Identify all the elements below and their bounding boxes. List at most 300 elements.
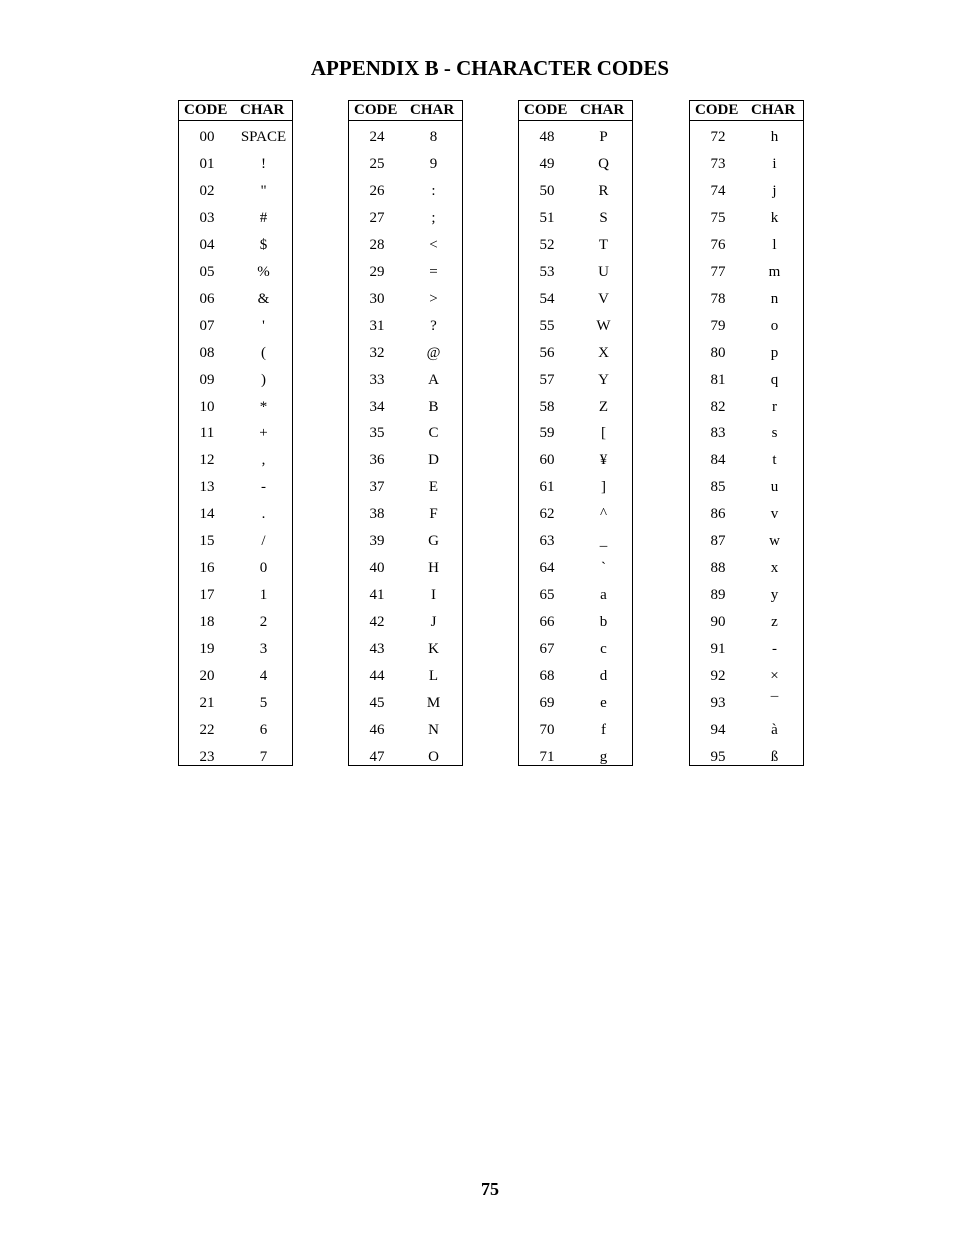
- code-cell: 07: [199, 317, 215, 334]
- table-row: [519, 340, 632, 367]
- char-cell: ": [260, 182, 267, 199]
- char-cell: e: [600, 694, 607, 711]
- table-row: [690, 286, 803, 313]
- code-cell: 71: [539, 748, 555, 765]
- table-row: [349, 528, 462, 555]
- code-cell: 91: [710, 641, 726, 658]
- char-cell: a: [600, 587, 607, 604]
- table-row: [519, 744, 632, 771]
- code-cell: 36: [369, 452, 385, 469]
- table-row: [179, 447, 292, 474]
- code-cell: 65: [539, 587, 555, 604]
- char-cell: 7: [259, 748, 268, 765]
- char-cell: G: [428, 533, 439, 550]
- char-cell: $: [259, 236, 268, 253]
- char-column-header: CHAR: [580, 102, 625, 118]
- table-row: [519, 205, 632, 232]
- code-cell: 79: [710, 317, 726, 334]
- code-cell: 62: [539, 506, 555, 523]
- table-row: [349, 609, 462, 636]
- char-cell: t: [772, 452, 777, 469]
- table-row: [690, 744, 803, 771]
- table-header: [519, 101, 632, 121]
- char-cell: 9: [429, 155, 438, 172]
- code-table-2: [348, 100, 463, 766]
- code-cell: 87: [710, 533, 726, 550]
- char-cell: ,: [261, 452, 266, 469]
- table-header: [690, 101, 803, 121]
- char-cell: v: [770, 506, 779, 523]
- code-cell: 08: [199, 344, 215, 361]
- table-row: [349, 124, 462, 151]
- code-cell: 45: [369, 694, 385, 711]
- code-cell: 64: [539, 560, 555, 577]
- char-cell: 1: [259, 587, 268, 604]
- char-cell: E: [428, 479, 439, 496]
- table-row: [179, 690, 292, 717]
- table-row: [179, 259, 292, 286]
- table-row: [179, 340, 292, 367]
- table-row: [690, 124, 803, 151]
- char-cell: k: [770, 209, 779, 226]
- code-cell: 63: [539, 533, 555, 550]
- code-cell: 02: [199, 182, 215, 199]
- table-row: [179, 609, 292, 636]
- char-cell: h: [770, 129, 779, 145]
- table-row: [349, 151, 462, 178]
- char-column-header: CHAR: [751, 102, 796, 118]
- char-cell: 5: [259, 694, 268, 711]
- table-row: [349, 286, 462, 313]
- table-row: [179, 151, 292, 178]
- char-cell: 2: [259, 614, 268, 631]
- table-header: [179, 101, 292, 121]
- table-row: [519, 663, 632, 690]
- table-row: [349, 555, 462, 582]
- table-row: [179, 367, 292, 394]
- char-cell: T: [598, 236, 609, 253]
- code-column-header: CODE: [524, 102, 568, 118]
- char-cell: V: [598, 290, 609, 307]
- code-cell: 54: [539, 290, 555, 307]
- table-row: [349, 259, 462, 286]
- table-row: [519, 259, 632, 286]
- char-cell: -: [772, 641, 777, 658]
- code-cell: 10: [199, 398, 215, 415]
- table-row: [519, 447, 632, 474]
- table-row: [179, 501, 292, 528]
- table-row: [349, 663, 462, 690]
- code-table-3: [518, 100, 633, 766]
- table-row: [179, 420, 292, 447]
- char-cell: i: [772, 155, 777, 172]
- table-row: [690, 340, 803, 367]
- char-cell: M: [426, 694, 441, 711]
- char-cell: l: [772, 236, 777, 253]
- code-cell: 49: [539, 155, 555, 172]
- table-row: [179, 232, 292, 259]
- char-cell: r: [772, 398, 777, 415]
- char-cell: d: [599, 668, 608, 684]
- table-row: [349, 717, 462, 744]
- table-row: [519, 528, 632, 555]
- code-column-header: CODE: [354, 102, 398, 118]
- code-cell: 43: [369, 641, 385, 658]
- code-cell: 47: [369, 748, 385, 765]
- char-cell: 8: [429, 129, 438, 145]
- code-cell: 11: [199, 425, 215, 442]
- char-cell: F: [429, 506, 438, 523]
- table-row: [519, 394, 632, 421]
- char-cell: p: [770, 344, 779, 361]
- code-cell: 74: [710, 182, 726, 199]
- code-cell: 56: [539, 344, 555, 361]
- table-row: [349, 340, 462, 367]
- code-cell: 80: [710, 344, 726, 361]
- char-cell: C: [428, 425, 439, 442]
- code-cell: 94: [710, 721, 726, 738]
- code-cell: 20: [199, 668, 215, 684]
- table-row: [690, 420, 803, 447]
- char-cell: ;: [431, 209, 436, 226]
- table-row: [349, 744, 462, 771]
- table-row: [690, 609, 803, 636]
- char-cell: Z: [598, 398, 609, 415]
- table-row: [179, 555, 292, 582]
- table-row: [690, 528, 803, 555]
- char-cell: @: [426, 344, 441, 361]
- char-cell: u: [770, 479, 779, 496]
- code-cell: 77: [710, 263, 726, 280]
- char-cell: (: [261, 344, 266, 361]
- code-cell: 22: [199, 721, 215, 738]
- table-row: [349, 582, 462, 609]
- char-cell: SPACE: [240, 129, 287, 145]
- code-cell: 37: [369, 479, 385, 496]
- char-cell: -: [261, 479, 266, 496]
- table-row: [690, 394, 803, 421]
- code-cell: 40: [369, 560, 385, 577]
- code-cell: 14: [199, 506, 215, 523]
- table-row: [179, 313, 292, 340]
- char-cell: ]: [601, 479, 606, 496]
- table-row: [349, 690, 462, 717]
- char-cell: n: [770, 290, 779, 307]
- table-row: [349, 367, 462, 394]
- char-cell: U: [598, 263, 609, 280]
- code-column-header: CODE: [695, 102, 739, 118]
- table-row: [690, 259, 803, 286]
- table-row: [519, 690, 632, 717]
- table-row: [179, 744, 292, 771]
- table-row: [690, 232, 803, 259]
- code-cell: 23: [199, 748, 215, 765]
- char-cell: N: [428, 721, 439, 738]
- code-cell: 57: [539, 371, 555, 388]
- char-cell: !: [261, 155, 266, 172]
- table-row: [519, 313, 632, 340]
- char-cell: ¯: [770, 694, 779, 711]
- char-cell: B: [428, 398, 439, 415]
- table-row: [519, 555, 632, 582]
- table-header: [349, 101, 462, 121]
- code-cell: 88: [710, 560, 726, 577]
- char-cell: ^: [599, 506, 608, 523]
- table-row: [349, 205, 462, 232]
- table-row: [349, 474, 462, 501]
- char-cell: J: [430, 614, 437, 631]
- code-cell: 32: [369, 344, 385, 361]
- code-table-1: [178, 100, 293, 766]
- char-cell: `: [601, 560, 606, 577]
- code-cell: 38: [369, 506, 385, 523]
- table-row: [519, 636, 632, 663]
- code-cell: 81: [710, 371, 726, 388]
- table-row: [519, 178, 632, 205]
- table-row: [519, 232, 632, 259]
- code-cell: 27: [369, 209, 385, 226]
- char-cell: g: [599, 748, 608, 765]
- code-cell: 16: [199, 560, 215, 577]
- code-cell: 82: [710, 398, 726, 415]
- char-cell: K: [428, 641, 439, 658]
- code-cell: 03: [199, 209, 215, 226]
- char-cell: o: [770, 317, 779, 334]
- code-cell: 30: [369, 290, 385, 307]
- char-cell: H: [428, 560, 439, 577]
- table-row: [690, 663, 803, 690]
- table-row: [519, 124, 632, 151]
- code-cell: 67: [539, 641, 555, 658]
- table-row: [690, 690, 803, 717]
- char-cell: z: [771, 614, 778, 631]
- char-cell: %: [257, 263, 270, 280]
- char-cell: 3: [259, 641, 268, 658]
- char-cell: à: [771, 721, 778, 738]
- code-cell: 04: [199, 236, 215, 253]
- table-row: [179, 528, 292, 555]
- char-cell: y: [770, 587, 779, 604]
- code-cell: 50: [539, 182, 555, 199]
- table-row: [179, 717, 292, 744]
- code-cell: 52: [539, 236, 555, 253]
- char-cell: ß: [770, 748, 779, 765]
- table-row: [519, 501, 632, 528]
- code-cell: 83: [710, 425, 726, 442]
- char-cell: 0: [259, 560, 268, 577]
- code-cell: 69: [539, 694, 555, 711]
- char-cell: c: [600, 641, 607, 658]
- table-row: [519, 717, 632, 744]
- char-cell: &: [257, 290, 270, 307]
- char-column-header: CHAR: [240, 102, 285, 118]
- code-cell: 44: [369, 668, 385, 684]
- code-cell: 12: [199, 452, 215, 469]
- char-cell: [: [601, 425, 606, 442]
- char-cell: w: [769, 533, 780, 550]
- table-row: [179, 663, 292, 690]
- code-cell: 26: [369, 182, 385, 199]
- code-cell: 00: [199, 129, 215, 145]
- table-row: [690, 205, 803, 232]
- table-row: [349, 178, 462, 205]
- char-column-header: CHAR: [410, 102, 455, 118]
- char-cell: I: [431, 587, 436, 604]
- char-cell: ': [262, 317, 265, 334]
- code-cell: 95: [710, 748, 726, 765]
- table-row: [690, 178, 803, 205]
- table-row: [519, 609, 632, 636]
- table-row: [690, 447, 803, 474]
- code-cell: 72: [710, 129, 726, 145]
- code-cell: 90: [710, 614, 726, 631]
- char-cell: ×: [770, 668, 779, 684]
- code-cell: 76: [710, 236, 726, 253]
- table-row: [690, 367, 803, 394]
- char-cell: m: [768, 263, 781, 280]
- code-cell: 48: [539, 129, 555, 145]
- code-cell: 39: [369, 533, 385, 550]
- char-cell: _: [599, 533, 608, 550]
- table-row: [179, 178, 292, 205]
- char-cell: :: [431, 182, 436, 199]
- code-cell: 13: [199, 479, 215, 496]
- char-cell: A: [428, 371, 439, 388]
- code-cell: 24: [369, 129, 385, 145]
- char-cell: D: [428, 452, 439, 469]
- table-row: [690, 717, 803, 744]
- code-cell: 60: [539, 452, 555, 469]
- code-cell: 31: [369, 317, 385, 334]
- char-cell: =: [429, 263, 438, 280]
- char-cell: 4: [259, 668, 268, 684]
- table-row: [519, 367, 632, 394]
- code-cell: 58: [539, 398, 555, 415]
- code-cell: 66: [539, 614, 555, 631]
- table-row: [349, 501, 462, 528]
- char-cell: L: [428, 668, 439, 684]
- char-cell: x: [770, 560, 779, 577]
- char-cell: .: [261, 506, 266, 523]
- code-cell: 01: [199, 155, 215, 172]
- code-cell: 35: [369, 425, 385, 442]
- table-row: [349, 447, 462, 474]
- code-cell: 33: [369, 371, 385, 388]
- table-row: [690, 474, 803, 501]
- code-cell: 51: [539, 209, 555, 226]
- code-cell: 92: [710, 668, 726, 684]
- code-cell: 28: [369, 236, 385, 253]
- code-cell: 46: [369, 721, 385, 738]
- code-cell: 41: [369, 587, 385, 604]
- code-cell: 09: [199, 371, 215, 388]
- table-row: [519, 474, 632, 501]
- table-row: [349, 636, 462, 663]
- table-row: [690, 636, 803, 663]
- char-cell: X: [598, 344, 609, 361]
- char-cell: Y: [598, 371, 609, 388]
- char-cell: *: [259, 398, 268, 415]
- table-row: [179, 636, 292, 663]
- table-row: [519, 151, 632, 178]
- code-cell: 68: [539, 668, 555, 684]
- code-cell: 15: [199, 533, 215, 550]
- page-title: APPENDIX B - CHARACTER CODES: [310, 56, 670, 80]
- table-row: [179, 394, 292, 421]
- table-row: [690, 151, 803, 178]
- table-row: [690, 555, 803, 582]
- code-cell: 06: [199, 290, 215, 307]
- table-row: [519, 420, 632, 447]
- table-row: [690, 313, 803, 340]
- table-row: [179, 124, 292, 151]
- code-cell: 18: [199, 614, 215, 631]
- code-column-header: CODE: [184, 102, 228, 118]
- code-cell: 70: [539, 721, 555, 738]
- char-cell: +: [259, 425, 268, 442]
- char-cell: ): [261, 371, 266, 388]
- table-row: [349, 313, 462, 340]
- char-cell: <: [429, 236, 438, 253]
- table-row: [179, 205, 292, 232]
- page-number: 75: [481, 1179, 499, 1199]
- char-cell: s: [771, 425, 778, 442]
- char-cell: S: [599, 209, 608, 226]
- table-row: [179, 286, 292, 313]
- table-row: [349, 394, 462, 421]
- code-cell: 21: [199, 694, 215, 711]
- table-row: [349, 232, 462, 259]
- code-cell: 53: [539, 263, 555, 280]
- code-cell: 73: [710, 155, 726, 172]
- char-cell: /: [261, 533, 266, 550]
- table-row: [519, 582, 632, 609]
- char-cell: W: [596, 317, 611, 334]
- code-cell: 19: [199, 641, 215, 658]
- code-cell: 59: [539, 425, 555, 442]
- code-cell: 55: [539, 317, 555, 334]
- char-cell: R: [598, 182, 609, 199]
- code-cell: 75: [710, 209, 726, 226]
- char-cell: #: [259, 209, 268, 226]
- code-cell: 17: [199, 587, 215, 604]
- char-cell: f: [601, 721, 606, 738]
- code-cell: 34: [369, 398, 385, 415]
- table-row: [519, 286, 632, 313]
- char-cell: Q: [598, 155, 609, 172]
- char-cell: 6: [259, 721, 268, 738]
- code-cell: 25: [369, 155, 385, 172]
- code-cell: 61: [539, 479, 555, 496]
- code-cell: 84: [710, 452, 726, 469]
- code-cell: 85: [710, 479, 726, 496]
- table-row: [349, 420, 462, 447]
- table-row: [690, 582, 803, 609]
- code-table-4: [689, 100, 804, 766]
- code-cell: 93: [710, 694, 726, 711]
- table-row: [179, 582, 292, 609]
- char-cell: O: [428, 748, 439, 765]
- char-cell: P: [599, 129, 608, 145]
- char-cell: b: [599, 614, 608, 631]
- char-cell: >: [429, 290, 438, 307]
- char-cell: q: [770, 371, 779, 388]
- table-row: [690, 501, 803, 528]
- char-cell: ¥: [599, 452, 608, 469]
- code-cell: 78: [710, 290, 726, 307]
- char-cell: j: [772, 182, 777, 199]
- code-cell: 05: [199, 263, 215, 280]
